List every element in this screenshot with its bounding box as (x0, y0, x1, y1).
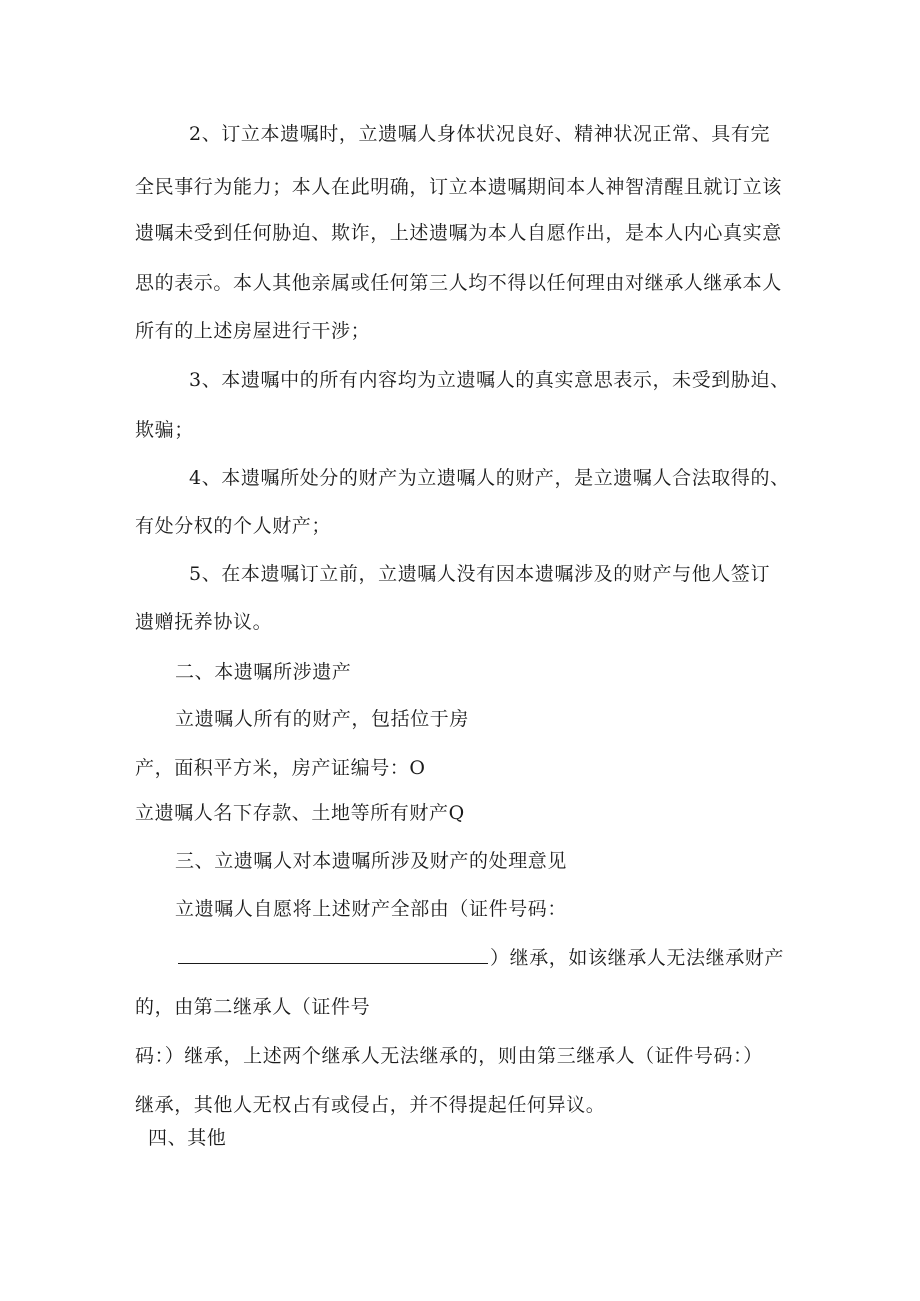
blank-underline (178, 945, 488, 964)
clause-5-line-1: 5、在本遗嘱订立前，立遗嘱人没有因本遗嘱涉及的财产与他人签订 (189, 563, 771, 585)
clause-2-line-4: 思的表示。本人其他亲属或任何第三人均不得以任何理由对继承人继承本人 (135, 272, 782, 294)
disposal-line-3: 的，由第二继承人（证件号 (135, 996, 371, 1018)
estate-line-3: 立遗嘱人名下存款、土地等所有财产Q (135, 802, 465, 824)
disposal-line-1: 立遗嘱人自愿将上述财产全部由（证件号码： (175, 898, 568, 920)
section-2-heading: 二、本遗嘱所涉遗产 (175, 661, 352, 683)
estate-line-1: 立遗嘱人所有的财产，包括位于房 (175, 708, 470, 730)
clause-4-line-2: 有处分权的个人财产； (135, 515, 332, 537)
disposal-line-5: 继承，其他人无权占有或侵占，并不得提起任何异议。 (135, 1094, 606, 1116)
clause-4-line-1: 4、本遗嘱所处分的财产为立遗嘱人的财产，是立遗嘱人合法取得的、 (189, 467, 790, 489)
section-3-heading: 三、立遗嘱人对本遗嘱所涉及财产的处理意见 (175, 850, 568, 872)
disposal-line-2 (178, 945, 784, 971)
section-4-heading: 四、其他 (148, 1127, 227, 1149)
disposal-line-2-text: ）继承，如该继承人无法继承财产 (490, 947, 785, 969)
clause-2-line-2: 全民事行为能力；本人在此明确，订立本遗嘱期间本人神智清醒且就订立该 (135, 176, 782, 198)
clause-3-line-1: 3、本遗嘱中的所有内容均为立遗嘱人的真实意思表示，未受到胁迫、 (189, 369, 790, 391)
disposal-line-4: 码：）继承，上述两个继承人无法继承的，则由第三继承人（证件号码：） (135, 1045, 763, 1067)
clause-2-line-3: 遗嘱未受到任何胁迫、欺诈，上述遗嘱为本人自愿作出，是本人内心真实意 (135, 222, 782, 244)
clause-5-line-2: 遗赠抚养协议。 (135, 611, 273, 633)
clause-2-line-1: 2、订立本遗嘱时，立遗嘱人身体状况良好、精神状况正常、具有完 (189, 123, 771, 145)
clause-2-line-5: 所有的上述房屋进行干涉； (135, 320, 371, 342)
estate-line-2: 产，面积平方米，房产证编号：O (135, 757, 426, 779)
clause-3-line-2: 欺骗； (135, 419, 194, 441)
